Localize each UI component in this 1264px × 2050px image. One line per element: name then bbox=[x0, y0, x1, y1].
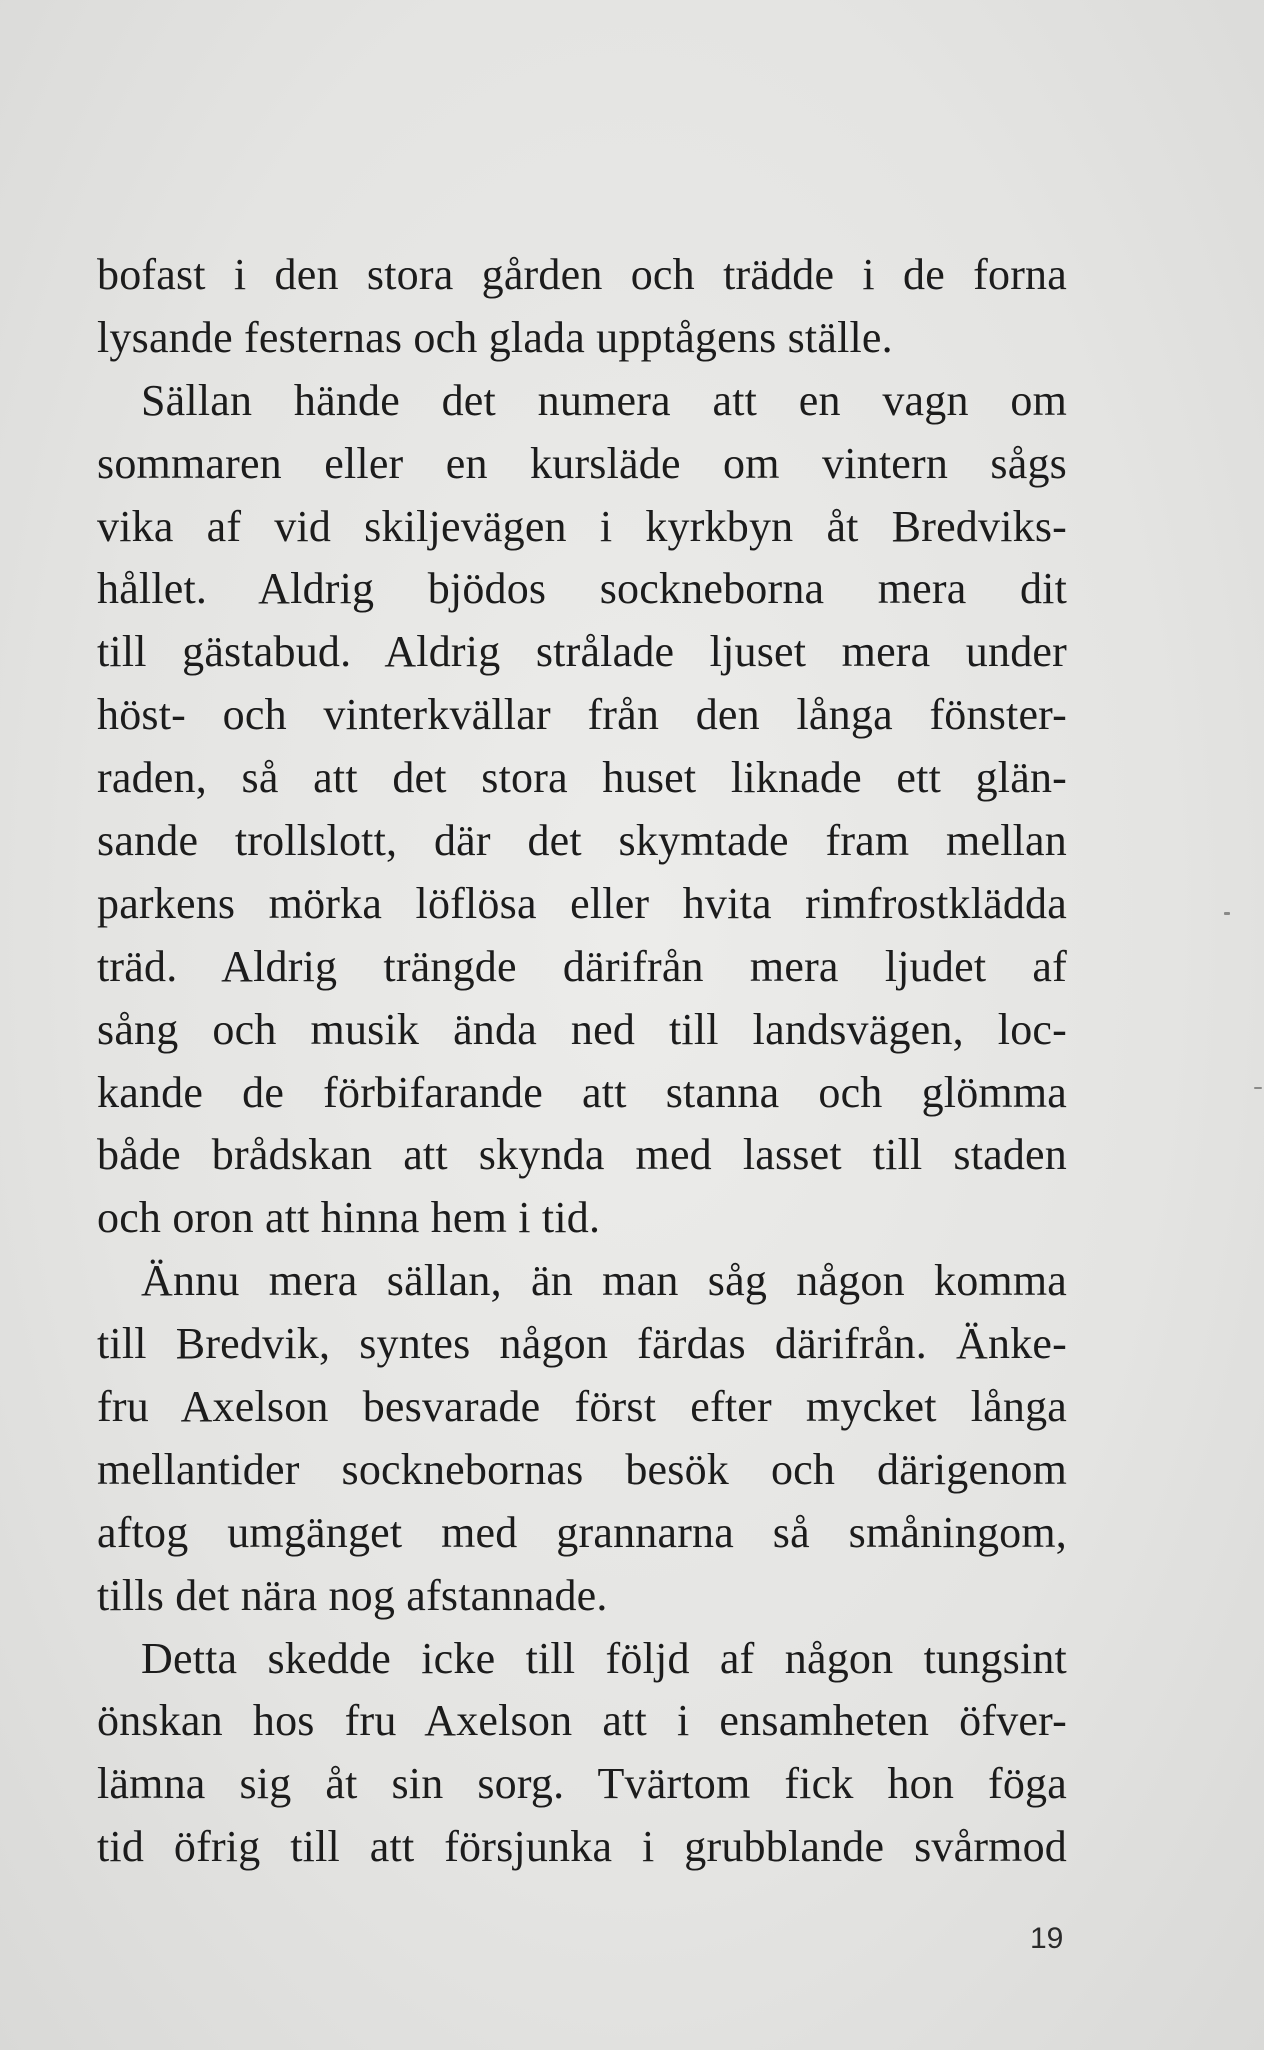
text-line: både brådskan att skynda med lasset till staden bbox=[97, 1130, 1067, 1180]
text-line: önskan hos fru Axelson att i ensamheten öfver- bbox=[97, 1696, 1067, 1746]
text-line: sande trollslott, där det skymtade fram mellan bbox=[97, 816, 1067, 866]
text-line: och oron att hinna hem i tid. bbox=[97, 1193, 601, 1243]
print-speck bbox=[1224, 912, 1230, 915]
page-number: 19 bbox=[1030, 1922, 1064, 1955]
body-text bbox=[97, 244, 1067, 1879]
text-line: Sällan hände det numera att en vagn om bbox=[141, 375, 1067, 425]
text-line: parkens mörka löflösa eller hvita rimfrostklädda bbox=[97, 878, 1067, 928]
text-line: hållet. Aldrig bjödos sockneborna mera dit bbox=[97, 564, 1067, 614]
text-line: träd. Aldrig trängde därifrån mera ljudet af bbox=[97, 941, 1067, 991]
text-line: Detta skedde icke till följd af någon tungsint bbox=[141, 1633, 1067, 1683]
text-line: Ännu mera sällan, än man såg någon komma bbox=[141, 1256, 1067, 1306]
text-line: höst- och vinterkvällar från den långa fönster- bbox=[97, 690, 1067, 740]
text-line: till Bredvik, syntes någon färdas därifrån. Änke- bbox=[97, 1319, 1067, 1369]
text-line: tills det nära nog afstannade. bbox=[97, 1570, 608, 1620]
text-line: bofast i den stora gården och trädde i de forna bbox=[97, 250, 1067, 299]
text-line: sommaren eller en kursläde om vintern sågs bbox=[97, 438, 1067, 488]
text-line: lysande festernas och glada upptågens ställe. bbox=[97, 312, 893, 362]
text-line: mellantider socknebornas besök och därigenom bbox=[97, 1444, 1067, 1494]
text-line: vika af vid skiljevägen i kyrkbyn åt Bredviks- bbox=[97, 501, 1067, 551]
text-line: fru Axelson besvarade först efter mycket långa bbox=[97, 1382, 1067, 1432]
text-line: kande de förbifarande att stanna och glömma bbox=[97, 1067, 1067, 1117]
text-line: sång och musik ända ned till landsvägen, loc- bbox=[97, 1004, 1067, 1054]
print-speck bbox=[1254, 1087, 1262, 1089]
text-line: till gästabud. Aldrig strålade ljuset mera under bbox=[97, 627, 1067, 677]
text-line: tid öfrig till att försjunka i grubblande svårmod bbox=[97, 1822, 1067, 1872]
text-line: raden, så att det stora huset liknade ett glän- bbox=[97, 753, 1067, 803]
text-line: lämna sig åt sin sorg. Tvärtom fick hon föga bbox=[97, 1759, 1067, 1809]
text-line: aftog umgänget med grannarna så småningom, bbox=[97, 1507, 1067, 1557]
